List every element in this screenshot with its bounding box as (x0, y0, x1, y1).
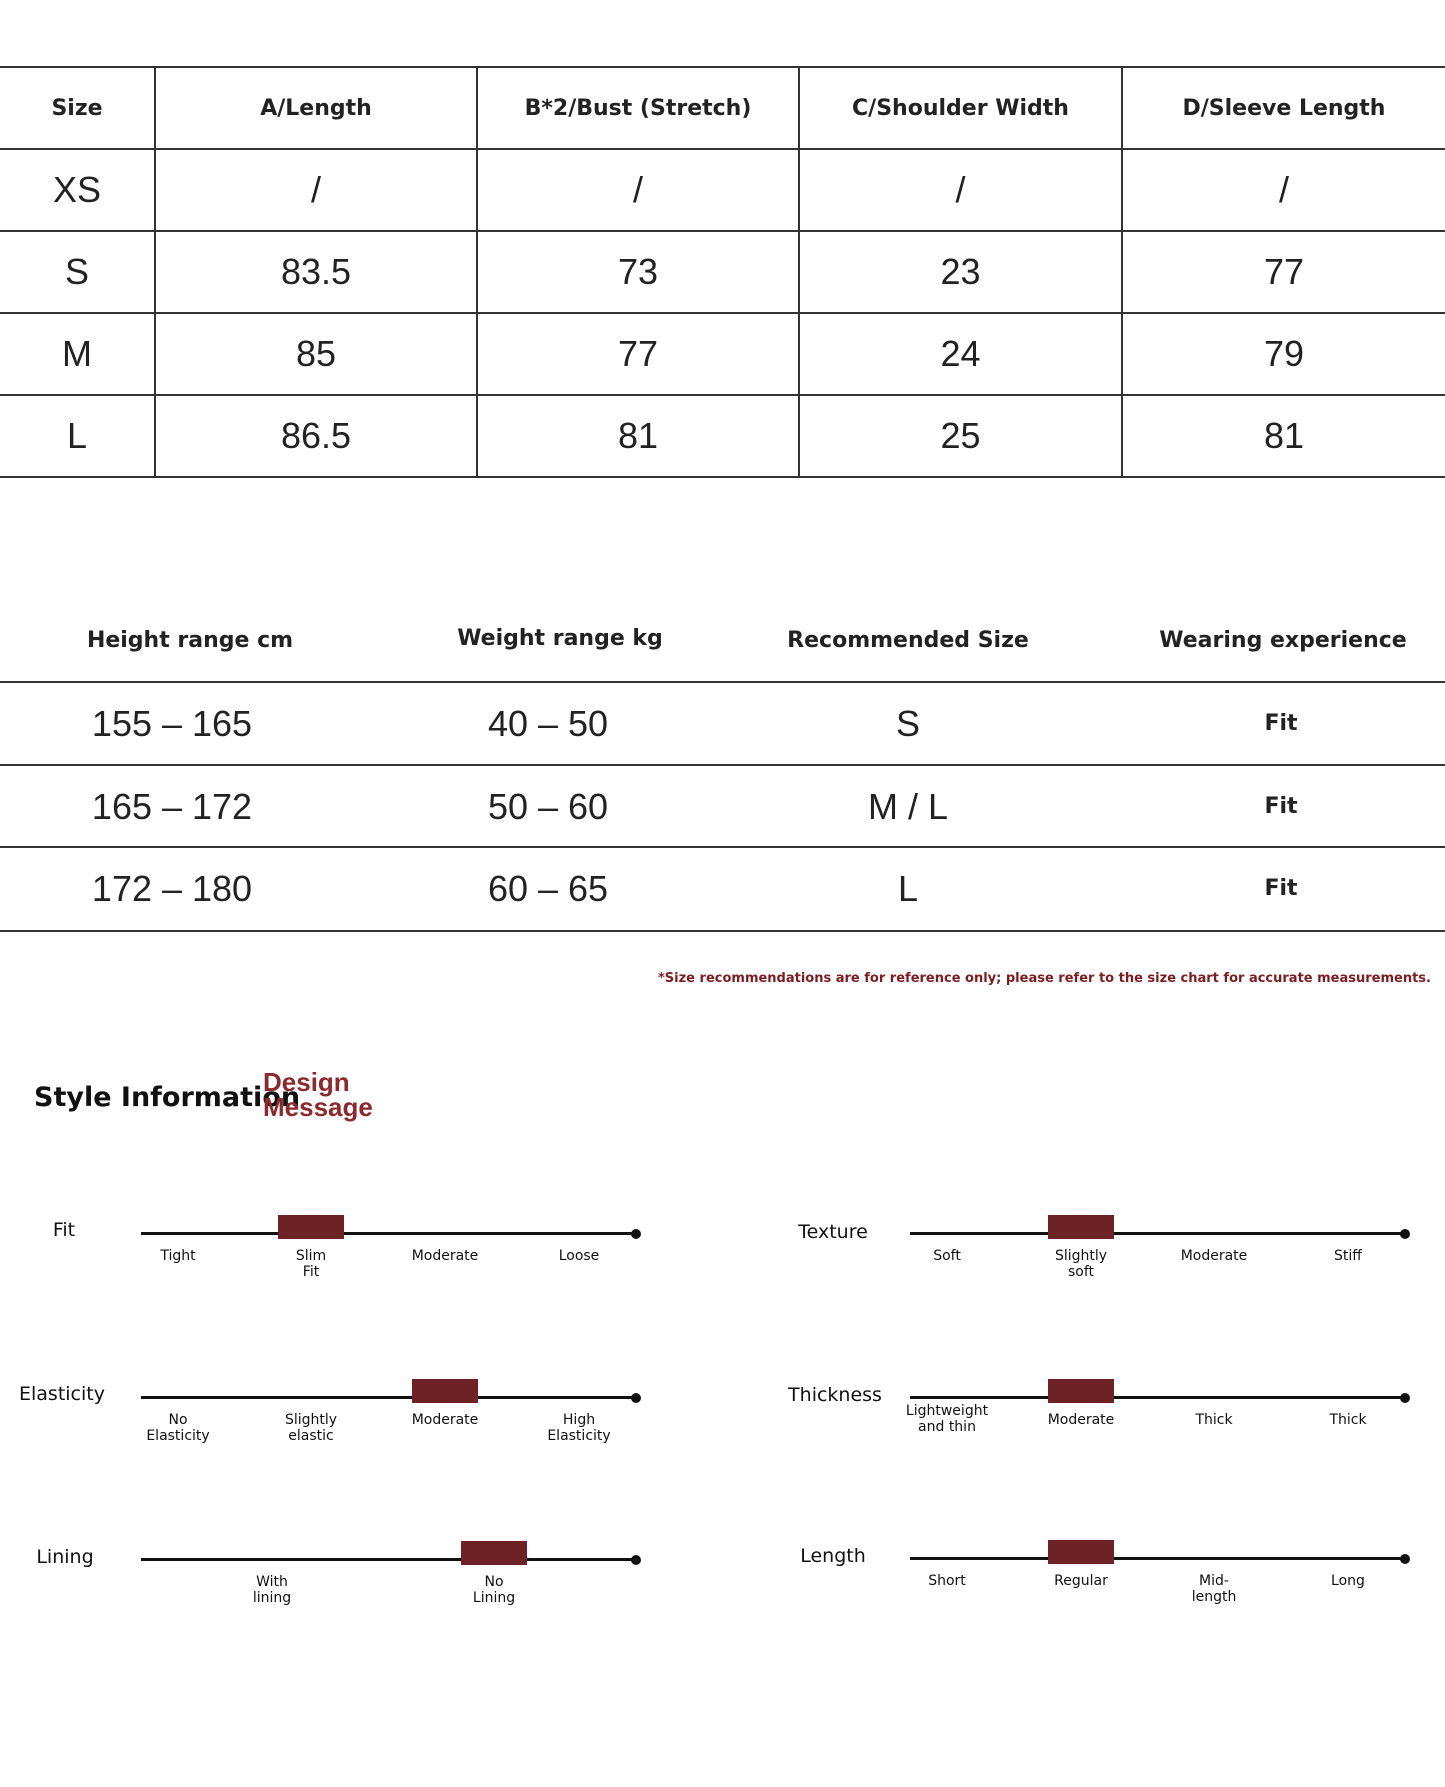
weight-range-cell: 50 – 60 (487, 786, 609, 827)
scale-option: Moderate (411, 1412, 479, 1428)
scale-option: Lightweight and thin (905, 1403, 989, 1435)
scale-track (910, 1232, 1404, 1235)
scale-option: No Lining (472, 1574, 516, 1606)
recommendation-header (0, 610, 1445, 680)
scale-track (910, 1557, 1404, 1560)
header-shoulder-width: C/Shoulder Width (799, 67, 1122, 149)
scale-end-dot (631, 1229, 641, 1239)
scale-option: Loose (558, 1248, 600, 1264)
scale-option: With lining (252, 1574, 292, 1606)
recommended-size-cell: S (895, 703, 921, 744)
height-range-cell: 172 – 180 (91, 868, 253, 909)
scale-option: Long (1331, 1573, 1365, 1589)
header-wearing-experience: Wearing experience (1159, 628, 1407, 653)
length-cell: 83.5 (155, 231, 477, 313)
scale-selected-marker (1048, 1379, 1114, 1403)
recommended-size-cell: M / L (867, 786, 949, 827)
sleeve-cell: / (1122, 149, 1445, 231)
scale-track (141, 1396, 635, 1399)
wearing-experience-cell: Fit (1264, 876, 1298, 901)
scale-selected-marker (461, 1541, 527, 1565)
shoulder-cell: 24 (799, 313, 1122, 395)
length-cell: 85 (155, 313, 477, 395)
scale-option: Slim Fit (295, 1248, 327, 1280)
header-size: Size (0, 67, 155, 149)
header-height-range: Height range cm (86, 628, 294, 653)
scale-label: Elasticity (19, 1383, 105, 1405)
scale-option: Moderate (1047, 1412, 1115, 1428)
size-disclaimer-note: *Size recommendations are for reference only; please refer to the size chart for accurate measurements. (658, 971, 1431, 986)
length-cell: 86.5 (155, 395, 477, 477)
scale-end-dot (1400, 1554, 1410, 1564)
scale-end-dot (631, 1393, 641, 1403)
table-row (0, 846, 1445, 932)
header-length: A/Length (155, 67, 477, 149)
table-row (0, 681, 1445, 765)
scale-selected-marker (1048, 1215, 1114, 1239)
scale-option: Tight (160, 1248, 196, 1264)
size-cell: S (0, 231, 155, 313)
scale-selected-marker (412, 1379, 478, 1403)
scale-end-dot (1400, 1393, 1410, 1403)
shoulder-cell: 25 (799, 395, 1122, 477)
table-row (0, 231, 1445, 313)
design-message-logo (263, 1067, 373, 1122)
scale-selected-marker (1048, 1540, 1114, 1564)
wearing-experience-cell: Fit (1264, 794, 1298, 819)
size-cell: M (0, 313, 155, 395)
recommended-size-cell: L (897, 868, 919, 909)
design-message-line1: Design (263, 1067, 350, 1097)
bust-cell: 73 (477, 231, 799, 313)
header-bust: B*2/Bust (Stretch) (477, 67, 799, 149)
height-range-cell: 165 – 172 (91, 786, 253, 827)
scale-option: No Elasticity (146, 1412, 210, 1444)
size-cell: L (0, 395, 155, 477)
size-cell: XS (0, 149, 155, 231)
scale-option: Mid-length (1191, 1573, 1237, 1605)
table-row (0, 764, 1445, 848)
scale-option: Slightly soft (1054, 1248, 1108, 1280)
scale-selected-marker (278, 1215, 344, 1239)
style-information-title: Style Information (34, 1082, 301, 1113)
design-message-line2: Message (263, 1092, 373, 1122)
header-sleeve-length: D/Sleeve Length (1122, 67, 1445, 149)
scale-label: Lining (36, 1546, 94, 1568)
length-cell: / (155, 149, 477, 231)
weight-range-cell: 60 – 65 (487, 868, 609, 909)
table-row (0, 313, 1445, 395)
sleeve-cell: 81 (1122, 395, 1445, 477)
wearing-experience-cell: Fit (1264, 711, 1298, 736)
scale-track (141, 1232, 635, 1235)
scale-option: Moderate (1180, 1248, 1248, 1264)
scale-option: Short (928, 1573, 966, 1589)
scale-end-dot (631, 1555, 641, 1565)
sleeve-cell: 77 (1122, 231, 1445, 313)
scale-label: Length (800, 1545, 866, 1567)
scale-option: Soft (933, 1248, 961, 1264)
scale-end-dot (1400, 1229, 1410, 1239)
header-recommended-size: Recommended Size (787, 628, 1029, 653)
sleeve-cell: 79 (1122, 313, 1445, 395)
scale-track (910, 1396, 1404, 1399)
size-table (0, 66, 1445, 478)
scale-option: Thick (1329, 1412, 1367, 1428)
scale-option: High Elasticity (547, 1412, 611, 1444)
bust-cell: / (477, 149, 799, 231)
scale-track (141, 1558, 635, 1561)
scale-label: Thickness (788, 1384, 882, 1406)
table-row (0, 395, 1445, 477)
table-row (0, 149, 1445, 231)
scale-option: Thick (1195, 1412, 1233, 1428)
bust-cell: 81 (477, 395, 799, 477)
scale-option: Stiff (1334, 1248, 1362, 1264)
shoulder-cell: 23 (799, 231, 1122, 313)
weight-range-cell: 40 – 50 (487, 703, 609, 744)
scale-option: Moderate (411, 1248, 479, 1264)
height-range-cell: 155 – 165 (91, 703, 253, 744)
header-weight-range: Weight range kg (457, 626, 663, 651)
scale-option: Slightly elastic (284, 1412, 338, 1444)
size-table-header-row (0, 67, 1445, 149)
scale-label: Texture (798, 1221, 868, 1243)
scale-option: Regular (1054, 1573, 1108, 1589)
bust-cell: 77 (477, 313, 799, 395)
scale-label: Fit (52, 1219, 76, 1241)
shoulder-cell: / (799, 149, 1122, 231)
